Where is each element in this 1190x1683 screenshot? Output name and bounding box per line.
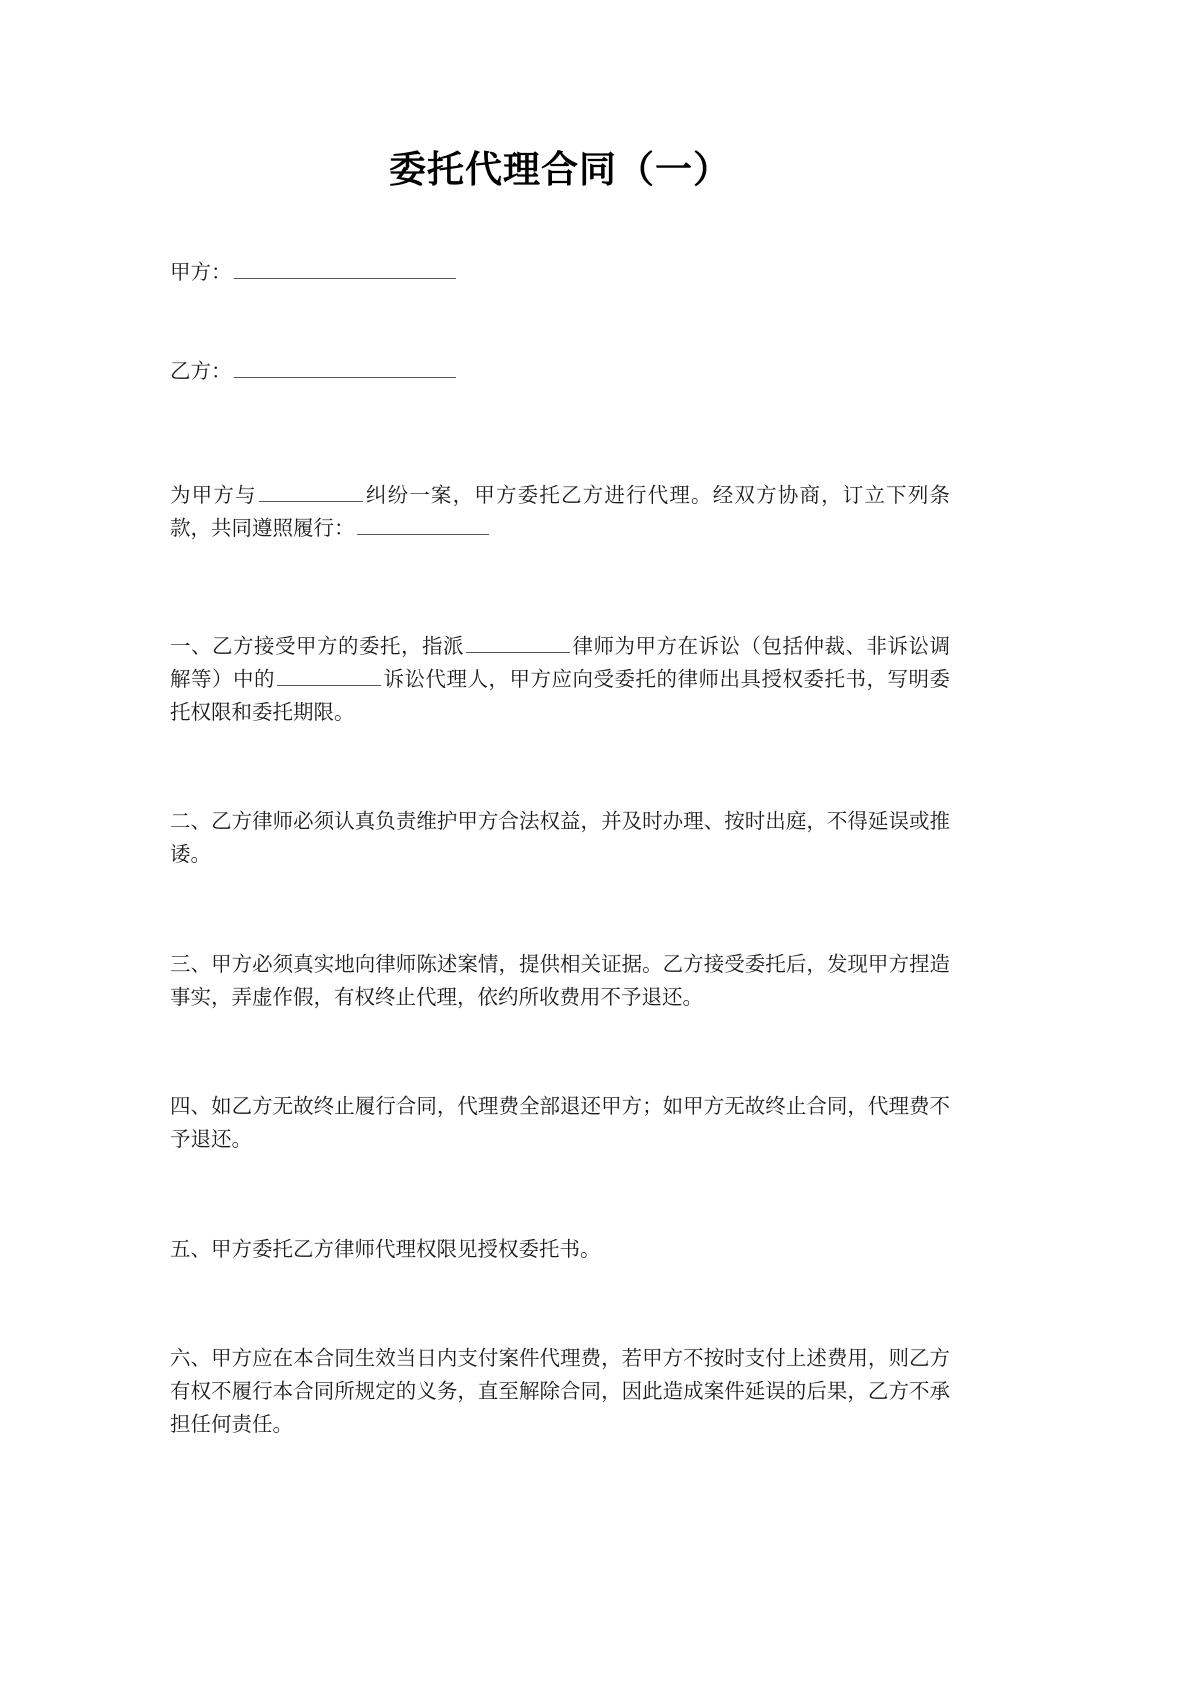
clause-1-spacer [170,547,950,631]
clause-5 [170,1234,950,1267]
clause-3-spacer [170,873,950,949]
intro-blank-2[interactable] [357,514,489,536]
clause-6 [170,1343,950,1443]
party-spacer [170,293,950,353]
clause-1-blank-1[interactable] [466,631,570,653]
clause-4-spacer [170,1015,950,1091]
intro-segment-2: 纠纷一案，甲方委托乙方进行代理。经双方协商，订立下列条款，共同遵照履行： [170,485,951,541]
clause-1 [170,631,950,731]
clause-6-number: 六、 [170,1347,212,1370]
clause-2-text: 乙方律师必须认真负责维护甲方合法权益，并及时办理、按时出庭，不得延误或推诿。 [170,811,951,867]
party-b-blank[interactable] [234,357,456,379]
clause-3 [170,949,950,1015]
clause-1-number: 一、 [170,635,212,658]
clause-3-number: 三、 [170,953,212,976]
document-body [170,0,950,1442]
intro-paragraph [170,480,950,546]
clause-2-spacer [170,730,950,806]
clause-1-segment-3: 诉讼代理人，甲方应向受委托的律师出具授权委托书，写明委托权限和委托期限。 [170,668,950,725]
party-b-label: 乙方： [170,361,232,384]
clause-3-text: 甲方必须真实地向律师陈述案情，提供相关证据。乙方接受委托后，发现甲方捏造事实，弄虚作假，有权终止代理，依约所收费用不予退还。 [170,953,951,1009]
clause-2-number: 二、 [170,811,212,834]
clause-2 [170,806,950,872]
clause-4-text: 如乙方无故终止履行合同，代理费全部退还甲方；如甲方无故终止合同，代理费不予退还。 [170,1096,951,1152]
clause-1-segment-1: 乙方接受甲方的委托，指派 [212,635,464,658]
clause-4 [170,1091,950,1157]
party-a-label: 甲方： [170,262,232,285]
clause-5-number: 五、 [170,1238,211,1261]
page-title: 委托代理合同（一） [389,148,731,191]
clause-5-text: 甲方委托乙方律师代理权限见授权委托书。 [211,1238,601,1261]
intro-spacer [170,392,950,480]
clause-6-text: 甲方应在本合同生效当日内支付案件代理费，若甲方不按时支付上述费用，则乙方有权不履行本合同所规定的义务，直至解除合同，因此造成案件延误的后果，乙方不承担任何责任。 [170,1347,951,1437]
title-spacer [170,192,950,254]
clause-4-number: 四、 [170,1096,212,1119]
intro-segment-1: 为甲方与 [170,485,257,508]
clause-6-spacer [170,1267,950,1343]
clause-1-segment-2: 律师为甲方在诉讼（包括仲裁、非诉讼调解等）中的 [170,635,950,691]
party-a-line [170,254,950,293]
clause-5-spacer [170,1158,950,1234]
clause-1-blank-2[interactable] [277,664,381,686]
party-b-line [170,353,950,392]
intro-blank-1[interactable] [259,481,363,503]
party-a-blank[interactable] [234,258,456,280]
